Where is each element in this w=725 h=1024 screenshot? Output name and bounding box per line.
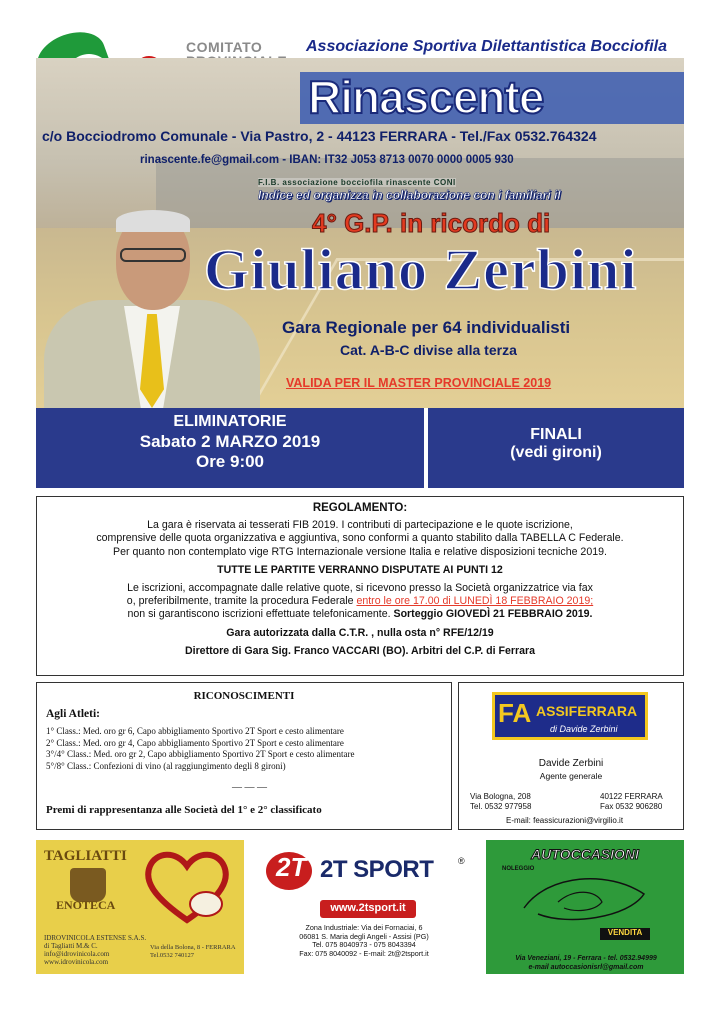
- ctr-authorization: Gara autorizzata dalla C.T.R. , nulla osta n° RFE/12/19: [226, 626, 494, 639]
- gara-type: Gara Regionale per 64 individualisti: [282, 318, 571, 337]
- separator: — — —: [232, 782, 267, 793]
- association-title: Associazione Sportiva Dilettantistica Bocciofila: [306, 38, 667, 55]
- regolamento-title: REGOLAMENTO:: [312, 502, 408, 514]
- address-line: 06081 S. Maria degli Angeli - Assisi (PG): [299, 931, 429, 941]
- finali-note: (vedi gironi): [510, 444, 602, 461]
- company-line: IDROVINICOLA ESTENSE S.A.S.: [44, 934, 147, 942]
- regolamento-line: [40, 608, 680, 621]
- address-line: Tel. 075 8040973 - 075 8043394: [312, 940, 416, 950]
- finali-title: FINALI: [530, 426, 582, 443]
- riconoscimenti-title: RICONOSCIMENTI: [193, 690, 295, 702]
- 2tsport-address: [252, 924, 476, 958]
- regolamento-line: Le iscrizioni, accompagnate dalle relative quote, si ricevono presso la Società organizzatrice via fax: [127, 582, 593, 595]
- eliminatorie-date: Sabato 2 MARZO 2019: [139, 432, 321, 451]
- address-line: Tel.0532 740127: [150, 952, 194, 959]
- regolamento-text: [40, 502, 680, 658]
- honoree-name: Giuliano Zerbini: [204, 237, 638, 302]
- 2tsport-title: 2T SPORT: [320, 856, 434, 883]
- club-address: c/o Bocciodromo Comunale - Via Pastro, 2 - 44123 FERRARA - Tel./Fax 0532.764324: [42, 128, 597, 144]
- autoccasioni-title: AUTOCCASIONI: [531, 846, 639, 862]
- list-item: 1° Class.: Med. oro gr 6, Capo abbigliamento Sportivo 2T Sport e cesto alimentare: [46, 726, 344, 736]
- car-swirl-icon: [518, 868, 654, 930]
- prize-list: [46, 726, 354, 772]
- company-line: di Tagliatti M.& C.: [44, 942, 98, 950]
- address-line: Fax 0532 906280: [600, 802, 663, 811]
- address-line: e-mail autoccasionisrl@gmail.com: [528, 964, 644, 971]
- atleti-label: Agli Atleti:: [46, 708, 100, 720]
- agent-role: Agente generale: [539, 771, 603, 781]
- heart-icon: [142, 846, 232, 926]
- list-item: 3°/4° Class.: Med. oro gr 2, Capo abbigliamento Sportivo 2T Sport e cesto alimentare: [46, 749, 355, 759]
- club-email-iban: rinascente.fe@gmail.com - IBAN: IT32 J053 8713 0070 0000 0005 930: [140, 154, 514, 166]
- categories: Cat. A-B-C divise alla terza: [340, 342, 517, 358]
- assiferrara-sub: di Davide Zerbini: [550, 724, 618, 734]
- address-line: Via Bologna, 208: [470, 792, 531, 801]
- fib-association-banner: F.I.B. associazione bocciofila rinascente CONI: [258, 178, 456, 187]
- autoccasioni-address: [494, 954, 678, 972]
- iscrizioni-deadline: entro le ore 17.00 di LUNEDÌ 18 FEBBRAIO 2019;: [356, 595, 594, 608]
- regolamento-line: comprensive delle quota organizzativa e aggiuntiva, sono conformi a quanto stabilito dalla TABELLA C Federale.: [96, 532, 624, 545]
- tagliatti-title: TAGLIATTI: [44, 848, 127, 864]
- address-line: 40122 FERRARA: [600, 792, 663, 801]
- tagliatti-address: [150, 944, 236, 960]
- comitato-line: COMITATO: [186, 39, 263, 55]
- regolamento-line: Per quanto non contemplato vige RTG Internazionale versione Italia e relative disposizioni tecniche 2019.: [113, 545, 607, 558]
- sorteggio-date: Sorteggio GIOVEDÌ 21 FEBBRAIO 2019.: [393, 608, 593, 621]
- indice-text: Indice ed organizza in collaborazione con i familiari il: [258, 188, 561, 202]
- punti-rule: TUTTE LE PARTITE VERRANNO DISPUTATE AI PUNTI 12: [217, 563, 503, 576]
- regolamento-span: o, preferibilmente, tramite la procedura Federale: [126, 595, 357, 608]
- 2tsport-website: www.2tsport.it: [330, 902, 406, 914]
- eliminatorie-info: [36, 412, 424, 472]
- list-item: 2° Class.: Med. oro gr 4, Capo abbigliamento Sportivo 2T Sport e cesto alimentare: [46, 737, 344, 748]
- autoccasioni-noleggio: NOLEGGIO: [502, 866, 535, 872]
- master-validity: VALIDA PER IL MASTER PROVINCIALE 2019: [286, 376, 552, 390]
- assiferrara-address-right: [600, 792, 663, 812]
- finali-info: [428, 426, 684, 462]
- portrait-photo: [36, 210, 266, 408]
- assiferrara-address-left: [470, 792, 531, 812]
- company-line: www.idrovinicola.com: [44, 958, 109, 966]
- eliminatorie-time: Ore 9:00: [195, 452, 265, 471]
- address-line: Via Veneziani, 19 - Ferrara - tel. 0532.94999: [515, 955, 657, 962]
- company-line: info@idrovinicola.com: [44, 950, 110, 958]
- direttore-gara: Direttore di Gara Sig. Franco VACCARI (BO). Arbitri del C.P. di Ferrara: [184, 644, 536, 657]
- regolamento-line: La gara è riservata ai tesserati FIB 2019. I contributi di partecipazione e le quote iscrizione,: [147, 519, 573, 532]
- tagliatti-company: [44, 934, 146, 966]
- assiferrara-agent: [458, 758, 684, 782]
- regolamento-line: [40, 595, 680, 608]
- autoccasioni-vendita: VENDITA: [607, 928, 643, 937]
- list-item: 5°/8° Class.: Confezioni di vino (al raggiungimento degli 8 gironi): [46, 760, 286, 771]
- address-line: Tel. 0532 977958: [470, 802, 532, 811]
- agent-name: Davide Zerbini: [538, 758, 604, 769]
- address-line: Zona Industriale: Via dei Fornaciai, 6: [305, 923, 423, 932]
- address-line: Fax: 075 8040092 - E-mail: 2t@2tsport.it: [299, 948, 429, 958]
- regolamento-span: non si garantiscono iscrizioni effettuate telefonicamente.: [127, 608, 394, 621]
- 2tsport-logo-mark: 2T: [276, 852, 307, 882]
- address-line: Via della Bolona, 8 - FERRARA: [150, 944, 236, 951]
- assiferrara-name: ASSIFERRARA: [536, 703, 638, 719]
- assiferrara-email: E-mail: feassicurazioni@virgilio.it: [506, 816, 624, 825]
- wine-bottle-icon: [70, 868, 106, 902]
- tagliatti-enoteca: ENOTECA: [56, 898, 116, 912]
- club-name: Rinascente: [308, 71, 544, 123]
- registered-mark: ®: [458, 856, 465, 866]
- premi-societa: Premi di rappresentanza alle Società del 1° e 2° classificato: [46, 804, 322, 816]
- assiferrara-fa-mark: FA: [498, 698, 532, 728]
- gp-title: 4° G.P. in ricordo di: [312, 208, 551, 238]
- eliminatorie-title: ELIMINATORIE: [173, 413, 287, 430]
